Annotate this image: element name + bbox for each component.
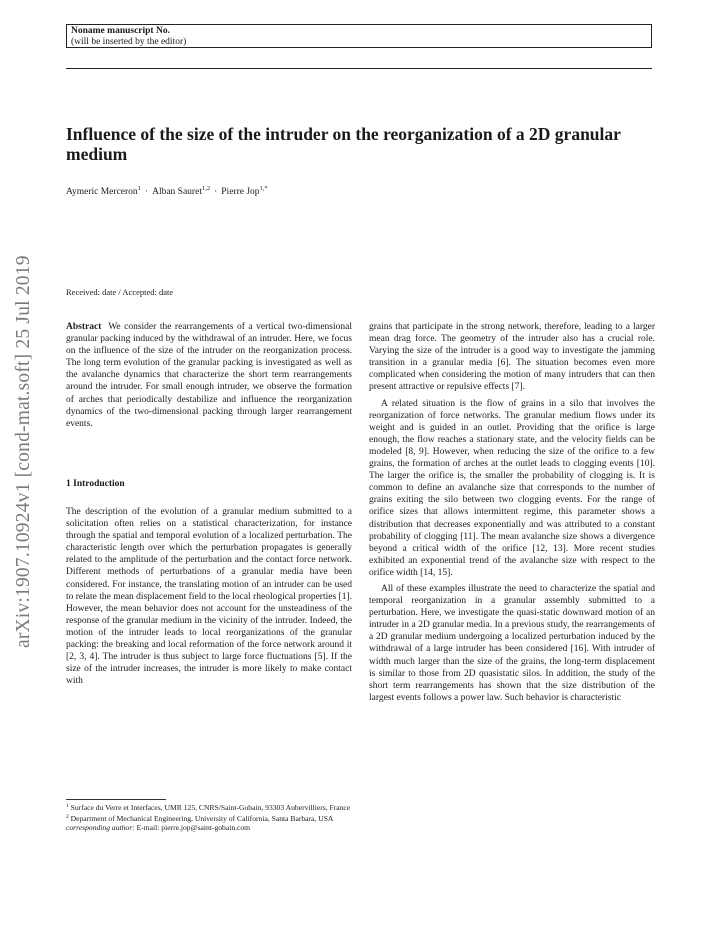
editor-info-box <box>66 24 652 48</box>
footnote-affiliation-1 <box>66 802 352 813</box>
corresponding-author-label: corresponding author: <box>66 823 135 833</box>
left-column <box>66 321 352 687</box>
author-affiliation-mark: 1,* <box>259 185 268 192</box>
corresponding-author-email: E-mail: pierre.jop@saint-gobain.com <box>136 823 251 833</box>
paper-title: Influence of the size of the intruder on the reorganization of a 2D granular medium <box>66 124 621 164</box>
author-name: Alban Sauret <box>152 187 202 197</box>
abstract <box>66 321 352 430</box>
body-paragraph: All of these examples illustrate the need to characterize the spatial and temporal reorganization in a granular assembly submitted to a perturbation. Here, we investigate the quasi-static downward motion of an intruder in a 2D granular media. In a previous study, the rearrangements of a 2D granular medium undergoing a localized perturbation induced by the withdrawal of a large intruder has been considered [16]. With intruder of width much larger than the size of the grains, the long-term displacement is similar to those from 2D quasistatic silos. In addition, the study of the short term rearrangements has shown that the size distribution of the largest events follows a power law. Such behavior is characteristic <box>369 583 655 703</box>
editor-note: (will be inserted by the editor) <box>71 36 187 47</box>
manuscript-number: Noname manuscript No. <box>71 26 170 36</box>
received-accepted-dates: Received: date / Accepted: date <box>66 287 174 297</box>
header-rule <box>66 68 652 69</box>
author-separator: · <box>144 187 149 197</box>
footnote-text: Surface du Verre et Interfaces, UMR 125, CNRS/Saint-Gobain, 93303 Aubervilliers, France <box>70 803 351 812</box>
footnote-text: Department of Mechanical Engineering, University of California, Santa Barbara, USA <box>70 813 334 823</box>
footnote-rule <box>66 799 166 800</box>
footnote-mark: 2 <box>66 813 69 820</box>
author-name: Pierre Jop <box>221 187 260 197</box>
section-heading-introduction: 1 Introduction <box>66 478 125 489</box>
body-paragraph: grains that participate in the strong network, therefore, leading to a larger mean drag force. The geometry of the intruder also has a crucial role. Varying the size of the intruder is a good way to investigate the jamming transition in a granular media [6]. The situation becomes even more complicated when considering the motion of many intruders that can then present attractive or repulsive effects [7]. <box>369 322 655 393</box>
footnote-mark: 1 <box>66 803 69 809</box>
footnote-affiliation-2 <box>66 813 352 824</box>
intro-paragraph: The description of the evolution of a granular medium submitted to a solicitation often relies on a statistical characterization, for instance through the spatial and temporal evolution of a localized perturbation. The characteristic length over which the perturbation propagates is generally related to the amplitude of the perturbation and the contact force network. Different methods of perturbations of a granular media have been considered. For instance, the translating motion of an intruder can be used to relate the mean displacement field to the local rheological properties [1]. However, the mean behavior does not account for the unsteadiness of the response of the granular medium in the vicinity of the intruder. Indeed, the motion of the intruder leads to local reorganizations of the granular packing: the breaking and local reformation of the force network around it [2, 3, 4]. The intruder is thus subject to large force fluctuations [5]. If the size of the intruder increases, the intruder is more likely to make contact with <box>66 506 352 687</box>
arxiv-identifier-stamp: arXiv:1907.10924v1 [cond-mat.soft] 25 Jul 2019 <box>13 255 34 648</box>
author-separator: · <box>214 187 218 197</box>
abstract-label: Abstract <box>66 322 102 332</box>
right-column <box>369 321 655 704</box>
author-list <box>66 183 652 198</box>
author-name: Aymeric Merceron <box>66 187 138 197</box>
footnotes <box>66 802 352 833</box>
body-paragraph: A related situation is the flow of grains in a silo that involves the reorganization of force networks. The granular medium flows under its weight and is guided in an outlet. Providing that the orifice is large enough, the flow reaches a stationary state, and the velocity fields can be modeled [8, 9]. However, when reducing the size of the orifice to a few grains, the formation of arches at the outlet leads to clogging events [10]. The larger the orifice is, the smaller the probability of clogging is. It is common to define an avalanche size that corresponds to the number of grains exiting the silo between two clogging events. For the range of orifice sizes that allows intermittent regime, this parameter shows a distribution that decreases exponentially and was attributed to a constant probability of clogging [11]. The mean avalanche size shows a divergence beyond a critical width of the orifice [12, 13]. More recent studies exhibited an exponential trend of the avalanche size with respect to the orifice width [14, 15]. <box>369 398 655 578</box>
footnote-corresponding-author <box>66 823 352 833</box>
abstract-text: We consider the rearrangements of a vertical two-dimensional granular packing induced by the withdrawal of an intruder. Here, we focus on the influence of the size of the intruder on the reorganization process. The long term evolution of the granular packing is investigated as well as the avalanche dynamics that characterize the short term rearrangements around the intruder. For small enough intruder, we observe the formation of arches that periodically destabilize and influence the reorganization dynamics of the two-dimensional packing through larger rearrangement events. <box>66 322 352 429</box>
author-affiliation-mark: 1 <box>137 185 141 192</box>
author-affiliation-mark: 1,2 <box>201 185 211 192</box>
